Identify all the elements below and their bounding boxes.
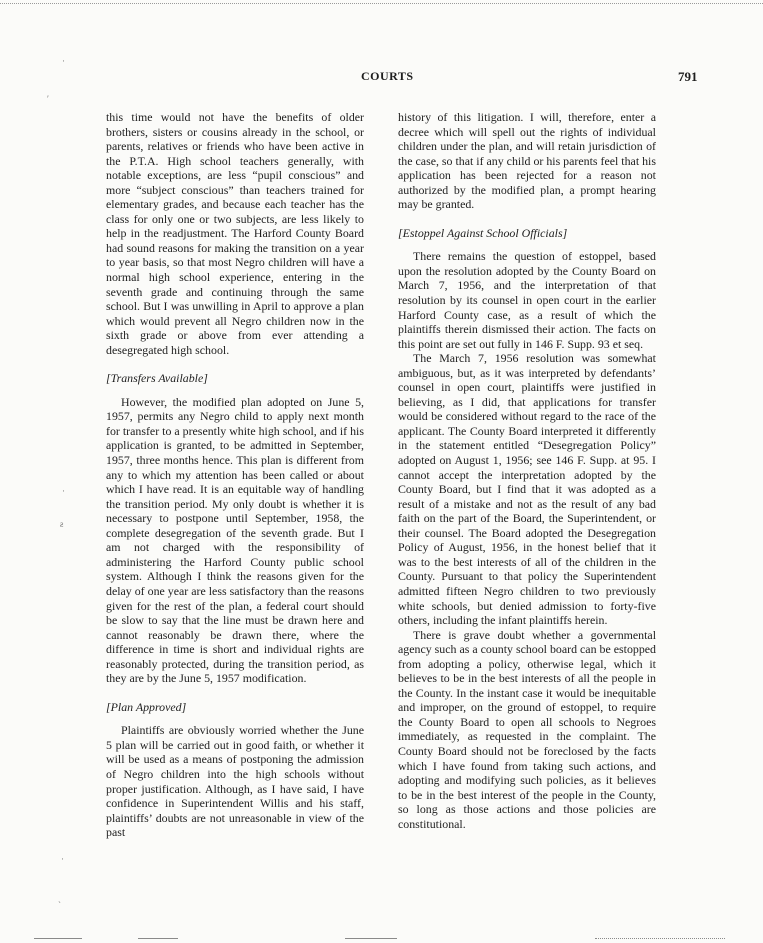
scan-bottom-line (345, 938, 397, 939)
scan-bottom-line (34, 938, 82, 939)
scan-speck: ƨ (60, 519, 64, 529)
scan-speck: ˎ (58, 893, 61, 903)
scan-bottom-line (595, 938, 725, 939)
scan-top-border (0, 3, 763, 4)
left-column (106, 110, 364, 840)
scan-speck: ′ (47, 94, 49, 104)
section-heading-plan-approved: [Plan Approved] (106, 699, 187, 714)
scan-speck: · (62, 56, 65, 66)
page-number: 791 (678, 69, 698, 84)
scan-speck: · (61, 854, 64, 864)
scan-speck: · (62, 486, 65, 496)
right-paragraph-3: The March 7, 1956 resolution was somewhat ambiguous, but, as it was interpreted by defendants’ counsel in open court, plaintiffs were justified in believing, as I did, that applications for transfer would be considered without regard to the race of the applicant. The County Board interpreted it differently in the statement entitled “Desegregation Policy” adopted on August 1, 1956; see 146 F. Supp. at 95. I cannot accept the interpretation adopted by the County Board, but I find that it was adopted as a result of a mistake and not as the result of any bad faith on the part of the Board, the Superintendent, or their counsel. The Board adopted the Desegregation Policy of August, 1956, in the honest belief that it was to the best interests of all of the children in the County. Pursuant to that policy the Superintendent admitted fifteen Negro children to two previously white schools, but denied admission to forty-five others, including the infant plaintiffs herein. (398, 351, 656, 628)
right-column (398, 110, 656, 831)
left-paragraph-1: this time would not have the benefits of older brothers, sisters or cousins already in the school, or parents, relatives or friends who have been active in the P.T.A. High school teachers generally, with notable exceptions, are less “pupil conscious” and more “subject conscious” than teachers trained for elementary grades, and because each teacher has the class for only one or two subjects, are less likely to help in the readjustment. The Harford County Board had sound reasons for making the transition on a year to year basis, so that most Negro children will have a normal high school experience, entering in the seventh grade and continuing through the same school. But I was unwilling in April to approve a plan which would prevent all Negro children now in the sixth grade or above from ever attending a desegregated high school. (106, 110, 364, 357)
right-paragraph-4: There is grave doubt whether a governmental agency such as a county school board can be estopped from adopting a policy, otherwise legal, which it believes to be in the best interests of all the people in the County. In the instant case it would be inequitable and improper, on the ground of estoppel, to require the County Board to open all schools to Negroes immediately, as requested in the complaint. The County Board should not be foreclosed by the facts which I have found from taking such actions, and adopting and modifying such policies, as it believes to be in the best interest of the people in the County, so long as those actions and those policies are constitutional. (398, 627, 656, 831)
section-heading-estoppel: [Estoppel Against School Officials] (398, 225, 568, 240)
section-heading-transfers: [Transfers Available] (106, 371, 208, 386)
running-head: COURTS (361, 69, 414, 83)
right-paragraph-2: There remains the question of estoppel, based upon the resolution adopted by the County Board on March 7, 1956, and the interpretation of that resolution by its counsel in open court in the earlier Harford County case, as a result of which the plaintiffs therein dismissed their action. The facts on this point are set out fully in 146 F. Supp. 93 et seq. (398, 249, 656, 351)
left-paragraph-3: Plaintiffs are obviously worried whether the June 5 plan will be carried out in good faith, or whether it will be used as a means of postponing the admission of Negro children into the high schools without proper justification. Although, as I have said, I have confidence in Superintendent Willis and his staff, plaintiffs’ doubts are not unreasonable in view of the past (106, 723, 364, 840)
right-paragraph-1: history of this litigation. I will, therefore, enter a decree which will spell out the rights of individual children under the plan, and will retain jurisdiction of the case, so that if any child or his parents feel that his application has been rejected for a reason not authorized by the modified plan, a prompt hearing may be granted. (398, 110, 656, 212)
left-paragraph-2: However, the modified plan adopted on June 5, 1957, permits any Negro child to apply next month for transfer to a presently white high school, and if his application is granted, to be admitted in September, 1957, three months hence. This plan is different from any to which my attention has been called or about which I have read. It is an equitable way of handling the transition period. My only doubt is whether it is necessary to postpone until September, 1958, the complete desegregation of the seventh grade. But I am not charged with the responsibility of administering the Harford County public school system. Although I think the reasons given for the delay of one year are less satisfactory than the reasons given for the rest of the plan, a federal court should be slow to say that the line must be drawn here and cannot reasonably be drawn there, where the difference in time is short and individual rights are reasonably protected, during the transition period, as they are by the June 5, 1957 modification. (106, 394, 364, 686)
scan-bottom-line (138, 938, 178, 939)
